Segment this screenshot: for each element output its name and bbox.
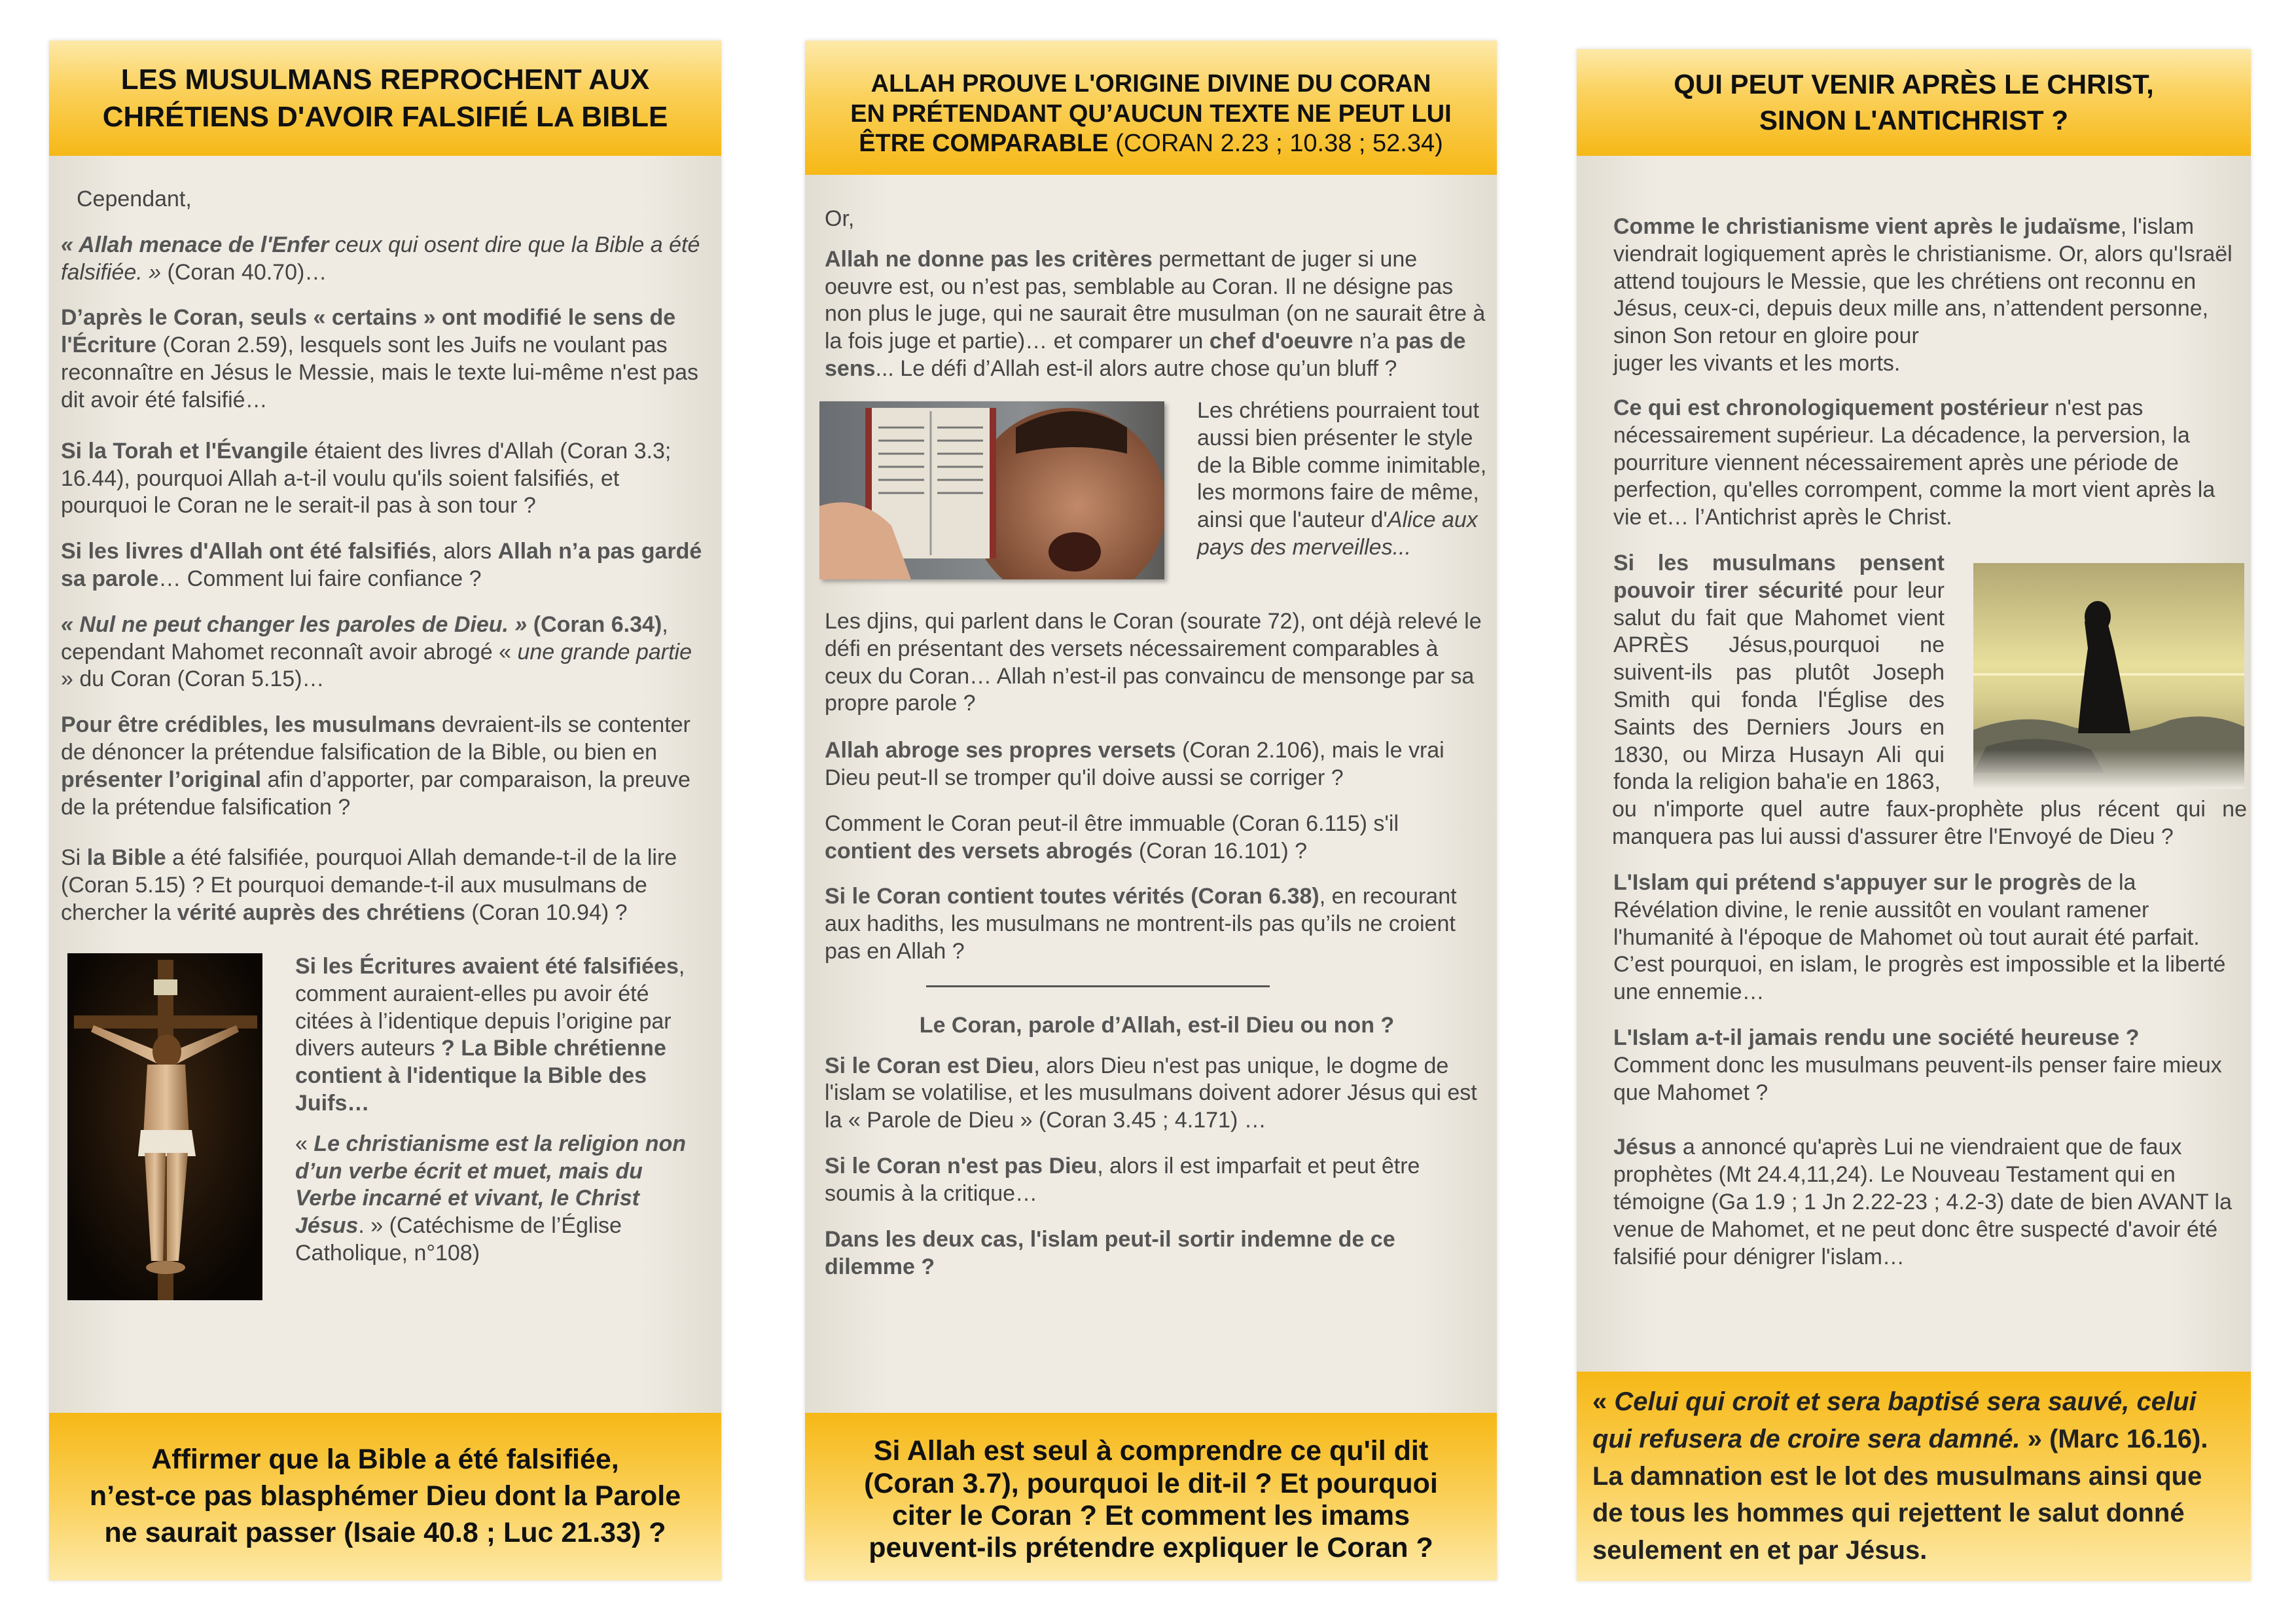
footer-line: peuvent-ils prétendre expliquer le Coran ?: [869, 1532, 1433, 1564]
panel-right-footer: [1577, 1372, 2251, 1581]
paragraph: Si le Coran est Dieu, alors Dieu n'est pas unique, le dogme de l'islam se volatilise, et les musulmans doivent adorer Jésus qui est la « Parole de Dieu » (Coran 3.45 ; 4.171) …: [825, 1053, 1477, 1133]
paragraph: « Nul ne peut changer les paroles de Dieu. » (Coran 6.34), cependant Mahomet reconnaît avoir abrogé « une grande partie » du Coran (Coran 5.15)…: [61, 611, 692, 692]
intro-text: Cependant,: [77, 187, 192, 211]
panel-left-footer: [49, 1413, 721, 1580]
paragraph: Si les livres d'Allah ont été falsifiés, alors Allah n’a pas gardé sa parole… Comment lui faire confiance ?: [61, 539, 702, 591]
panel-right-header: [1577, 49, 2251, 156]
header-line: CHRÉTIENS D'AVOIR FALSIFIÉ LA BIBLE: [102, 101, 668, 133]
veiled-woman-sea-image: [1973, 563, 2244, 789]
paragraph: Comme le christianisme vient après le judaïsme, l'islam viendrait logiquement après le christianisme. Or, alors qu'Israël attend toujours le Messie, que les chrétiens ont reconnu en Jésus, ceux-ci, depuis deux mille ans, n’attendent personne, sinon Son retour en gloire pour juger les vivants et les morts.: [1613, 214, 2233, 376]
header-line: ALLAH PROUVE L'ORIGINE DIVINE DU CORAN: [870, 70, 1431, 98]
paragraph: Si la Torah et l'Évangile étaient des livres d'Allah (Coran 3.3; 16.44), pourquoi Allah a-t-il voulu qu'ils soient falsifiés, et pourquoi le Coran ne le serait-il pas à son tour ?: [61, 438, 672, 519]
paragraph: Si les Écritures avaient été falsifiées, comment auraient-elles pu avoir été citées à l’identique depuis l’origine par divers auteurs ? La Bible chrétienne contient à l'identique la Bible des Juifs…: [295, 953, 685, 1116]
panel-right-body: [1577, 213, 2251, 1289]
paragraph: Les djins, qui parlent dans le Coran (sourate 72), ont déjà relevé le défi en présentant des versets nécessairement comparables à ceux du Coran… Allah n’est-il pas convaincu de mensonge par sa propre parole ?: [825, 608, 1482, 716]
header-line: QUI PEUT VENIR APRÈS LE CHRIST,: [1674, 68, 2154, 100]
paragraph: Si le Coran contient toutes vérités (Coran 6.38), en recourant aux hadiths, les musulmans ne montrent-ils pas qu’ils ne croient pas en Allah ?: [825, 884, 1457, 964]
footer-line: Affirmer que la Bible a été falsifiée,: [151, 1444, 619, 1476]
paragraph: Si les musulmans pensent pouvoir tirer sécurité pour leur salut du fait que Mahomet vient APRÈS Jésus,pourquoi ne suivent-ils pas plutôt Joseph Smith qui fonda l'Église des Saints des Derniers Jours en 1830, ou Mirza Husayn Ali qui fonda la religion baha'ie en 1863, ou n'importe quel autre faux-prophète plus récent qui ne manquera pas lui aussi d'assurer être l'Envoyé de Dieu ?: [1612, 550, 2247, 850]
header-line: LES MUSULMANS REPROCHENT AUX: [120, 63, 650, 96]
paragraph: « Allah menace de l'Enfer ceux qui osent dire que la Bible a été falsifiée. » (Coran 40.70)…: [61, 232, 700, 285]
paragraph: Comment le Coran peut-il être immuable (Coran 6.115) s'il contient des versets abrogés (Coran 16.101) ?: [825, 811, 1399, 864]
paragraph: Dans les deux cas, l'islam peut-il sortir indemne de ce dilemme ?: [825, 1226, 1395, 1279]
paragraph: Les chrétiens pourraient tout aussi bien présenter le style de la Bible comme inimitable, les mormons faire de même, ainsi que l'auteur d'Alice aux pays des merveilles...: [1197, 397, 1487, 560]
panel-center-footer: [805, 1413, 1497, 1580]
header-line: EN PRÉTENDANT QU’AUCUN TEXTE NE PEUT LUI: [850, 100, 1452, 128]
panel-left: [49, 41, 721, 1580]
header-line: ÊTRE COMPARABLE (CORAN 2.23 ; 10.38 ; 52.34): [859, 130, 1443, 158]
protester-icon: [819, 401, 1164, 579]
marc-quote: « Celui qui croit et sera baptisé sera sauvé, celui qui refusera de croire sera damné. » (Marc 16.16). La damnation est le lot des musulmans ainsi que de tous les hommes qui rejettent le salut donné seulement en et par Jésus.: [1592, 1387, 2208, 1565]
divider: [926, 985, 1270, 987]
footer-line: n’est-ce pas blasphémer Dieu dont la Parole: [89, 1480, 681, 1512]
panel-center-body: [805, 206, 1497, 1299]
subheading: Le Coran, parole d’Allah, est-il Dieu ou non ?: [919, 1012, 1395, 1038]
paragraph: Si le Coran n'est pas Dieu, alors il est imparfait et peut être soumis à la critique…: [825, 1154, 1420, 1206]
footer-line: citer le Coran ? Et comment les imams: [892, 1500, 1410, 1531]
paragraph: L'Islam a-t-il jamais rendu une société heureuse ? Comment donc les musulmans peuvent-ils penser faire mieux que Mahomet ?: [1613, 1025, 2222, 1105]
catechism-quote: « Le christianisme est la religion non d’un verbe écrit et muet, mais du Verbe incarné et vivant, le Christ Jésus. » (Catéchisme de l’Église Catholique, n°108): [295, 1131, 687, 1266]
footer-line: ne saurait passer (Isaie 40.8 ; Luc 21.33) ?: [104, 1516, 666, 1548]
footer-line: (Coran 3.7), pourquoi le dit-il ? Et pourquoi: [864, 1467, 1438, 1499]
paragraph: Jésus a annoncé qu'après Lui ne viendraient que de faux prophètes (Mt 24.4,11,24). Le Nouveau Testament qui en témoigne (Ga 1.9 ; 1 Jn 2.22-23 ; 4.2-3) date de bien AVANT la venue de Mahomet, et ne peut donc être suspecté d'avoir été falsifié pour dénigrer l'islam…: [1613, 1135, 2233, 1269]
panel-center-header: [805, 41, 1497, 175]
paragraph: Allah ne donne pas les critères permettant de juger si une oeuvre est, ou n’est pas, semblable au Coran. Il ne désigne pas non plus le juge, qui ne saurait être musulman (on ne saurait être à la fois juge et partie)… et comparer un chef d'oeuvre n’a pas de sens... Le défi d’Allah est-il alors autre chose qu’un bluff ?: [825, 246, 1486, 382]
protester-quran-image: [819, 401, 1164, 579]
crucifix-image: [67, 953, 262, 1300]
paragraph: Pour être crédibles, les musulmans devraient-ils se contenter de dénoncer la prétendue falsification de la Bible, ou bien en présenter l’original afin d’apporter, par comparaison, la preuve de la prétendue falsification ?: [61, 712, 691, 820]
paragraph: Allah abroge ses propres versets (Coran 2.106), mais le vrai Dieu peut-Il se tromper qu'il doive aussi se corriger ?: [825, 738, 1444, 790]
intro-text: Or,: [825, 206, 855, 231]
footer-line: Si Allah est seul à comprendre ce qu'il dit: [873, 1435, 1429, 1467]
paragraph: Ce qui est chronologiquement postérieur n'est pas nécessairement supérieur. La décadence, la perversion, la pourriture viennent nécessairement après une période de perfection, qu'elles corrompent, comme la mort vient après la vie et… l’Antichrist après le Christ.: [1613, 395, 2215, 530]
paragraph: Si la Bible a été falsifiée, pourquoi Allah demande-t-il de la lire (Coran 5.15) ? Et pourquoi demande-t-il aux musulmans de chercher la vérité auprès des chrétiens (Coran 10.94) ?: [61, 845, 677, 926]
header-line: SINON L'ANTICHRIST ?: [1759, 104, 2068, 136]
paragraph: D’après le Coran, seuls « certains » ont modifié le sens de l'Écriture (Coran 2.59), lesquels sont les Juifs ne voulant pas reconnaître en Jésus le Messie, mais le texte lui-même n'est pas dit avoir été falsifié…: [61, 305, 699, 412]
crucifix-icon: [67, 953, 262, 1300]
veiled-woman-icon: [1973, 563, 2244, 789]
panel-left-body: [49, 186, 721, 1313]
panel-center: [805, 41, 1497, 1580]
panel-left-header: [49, 41, 721, 156]
panel-right: [1577, 49, 2251, 1581]
paragraph: L'Islam qui prétend s'appuyer sur le progrès de la Révélation divine, le renie aussitôt en voulant ramener l'humanité à l'époque de Mahomet où tout aurait été parfait. C’est pourquoi, en islam, le progrès est impossible et la liberté une ennemie…: [1613, 869, 2226, 1005]
